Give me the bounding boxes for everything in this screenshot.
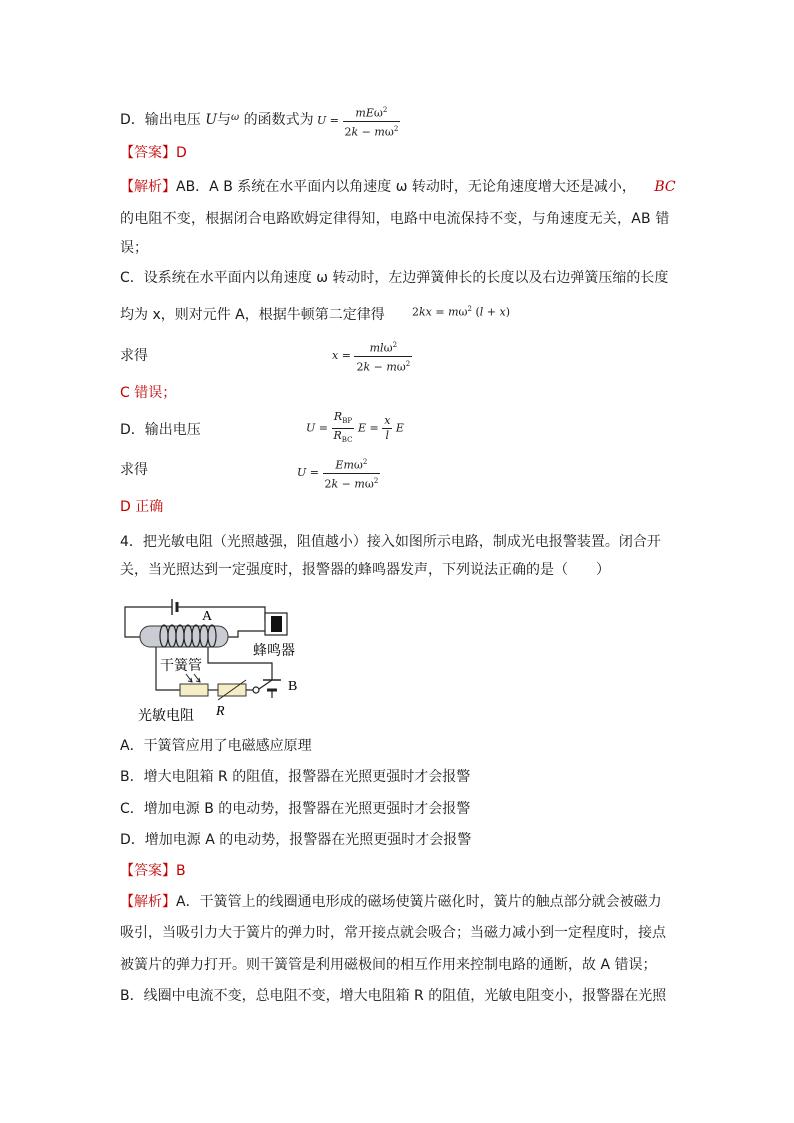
- analysis-text: AB．A B 系统在水平面内以角速度 ω 转动时，无论角速度增大还是减小，: [176, 179, 636, 195]
- label-reed: 干簧管: [160, 658, 202, 674]
- option-d-mid: 与: [217, 112, 232, 128]
- option-d-text: D．输出电压: [120, 112, 201, 128]
- switch-icon: [253, 687, 259, 693]
- analysis-tag: 【解析】: [120, 894, 176, 910]
- q3-analysis-ab-line1: [120, 177, 676, 197]
- q4-analysis-a-line3: 被簧片的弹力打开。则干簧管是利用磁极间的相互作用来控制电路的通断，故 A 错误；: [120, 957, 657, 973]
- c-wrong: C 错误；: [120, 385, 177, 401]
- q3-analysis-d-line1: D．输出电压: [120, 422, 201, 438]
- q3-analysis-c-line1: C．设系统在水平面内以角速度 ω 转动时，左边弹簧伸长的长度以及右边弹簧压缩的长度: [120, 270, 669, 286]
- formula-output-voltage: U = $\frac{R_{BP}}{R_{BC}}$ E = $\frac{x}{l}$ E: [306, 410, 404, 445]
- q4-analysis-b-line1: B．线圈中电流不变，总电阻不变，增大电阻箱 R 的阻值，光敏电阻变小，报警器在光照: [120, 988, 667, 1004]
- wire-a-right: [177, 607, 265, 621]
- light-arrows-icon: [186, 674, 200, 682]
- label-a: A: [202, 609, 213, 624]
- q4-stem-line1: 4．把光敏电阻（光照越强，阻值越小）接入如图所示电路，制成光电报警装置。闭合开: [120, 534, 661, 550]
- photoresistor-icon: [180, 684, 208, 696]
- q4-answer: [120, 861, 186, 881]
- formula-x: x = $\frac{ml\omega^2}{2k - m\omega^2}$: [332, 338, 412, 374]
- option-d-suffix: 的函数式为: [243, 112, 314, 128]
- q4-stem-line2: 关，当光照达到一定强度时，报警器的蜂鸣器发声，下列说法正确的是（ ）: [120, 562, 610, 578]
- answer-value: D: [176, 145, 187, 161]
- q3-analysis-c-line2: 均为 x，则对元件 A，根据牛顿第二定律得: [120, 307, 385, 323]
- formula-u-omega: U = $\frac{mE\omega^2}{2k - m\omega^2}$: [317, 103, 400, 139]
- answer-value: B: [176, 863, 186, 879]
- switch-lever: [259, 680, 272, 689]
- label-buzzer: 蜂鸣器: [253, 643, 295, 659]
- option-a: A．干簧管应用了电磁感应原理: [120, 738, 312, 754]
- solve-label-2: 求得: [120, 462, 148, 478]
- analysis-tag: 【解析】: [120, 179, 176, 195]
- circuit-diagram: [120, 590, 320, 730]
- q3-answer: [120, 143, 187, 163]
- option-c: C．增加电源 B 的电动势，报警器在光照更强时才会报警: [120, 801, 471, 817]
- q3-analysis-ab-line3: 误；: [120, 240, 148, 256]
- q3-option-d: D．输出电压 U与$^\omega$ 的函数式为: [120, 112, 314, 128]
- option-d: D．增加电源 A 的电动势，报警器在光照更强时才会报警: [120, 832, 472, 848]
- option-b: B．增大电阻箱 R 的阻值，报警器在光照更强时才会报警: [120, 769, 471, 785]
- formula-newton: $2kx = m\omega^2$ (l + x): [412, 305, 511, 319]
- q4-analysis-a-line1: [120, 892, 662, 912]
- answer-tag: 【答案】: [120, 863, 176, 879]
- answer-tag: 【答案】: [120, 145, 176, 161]
- label-r: R: [216, 704, 225, 719]
- formula-u-result: U = $\frac{Em\omega^2}{2k - m\omega^2}$: [297, 455, 380, 491]
- bc-symbol: BC: [654, 179, 676, 195]
- buzzer-core: [271, 616, 282, 632]
- q4-analysis-a-line2: 吸引，当吸引力大于簧片的弹力时，常开接点就会吸合；当磁力减小到一定程度时，接点: [120, 925, 666, 941]
- label-photoresistor: 光敏电阻: [138, 708, 194, 724]
- label-b: B: [288, 679, 298, 694]
- d-correct: D 正确: [120, 499, 164, 515]
- solve-label-1: 求得: [120, 348, 148, 364]
- q3-analysis-ab-line2: 的电阻不变，根据闭合电路欧姆定律得知，电路中电流保持不变，与角速度无关，AB 错: [120, 211, 670, 227]
- analysis-text: A．干簧管上的线圈通电形成的磁场使簧片磁化时，簧片的触点部分就会被磁力: [176, 894, 662, 910]
